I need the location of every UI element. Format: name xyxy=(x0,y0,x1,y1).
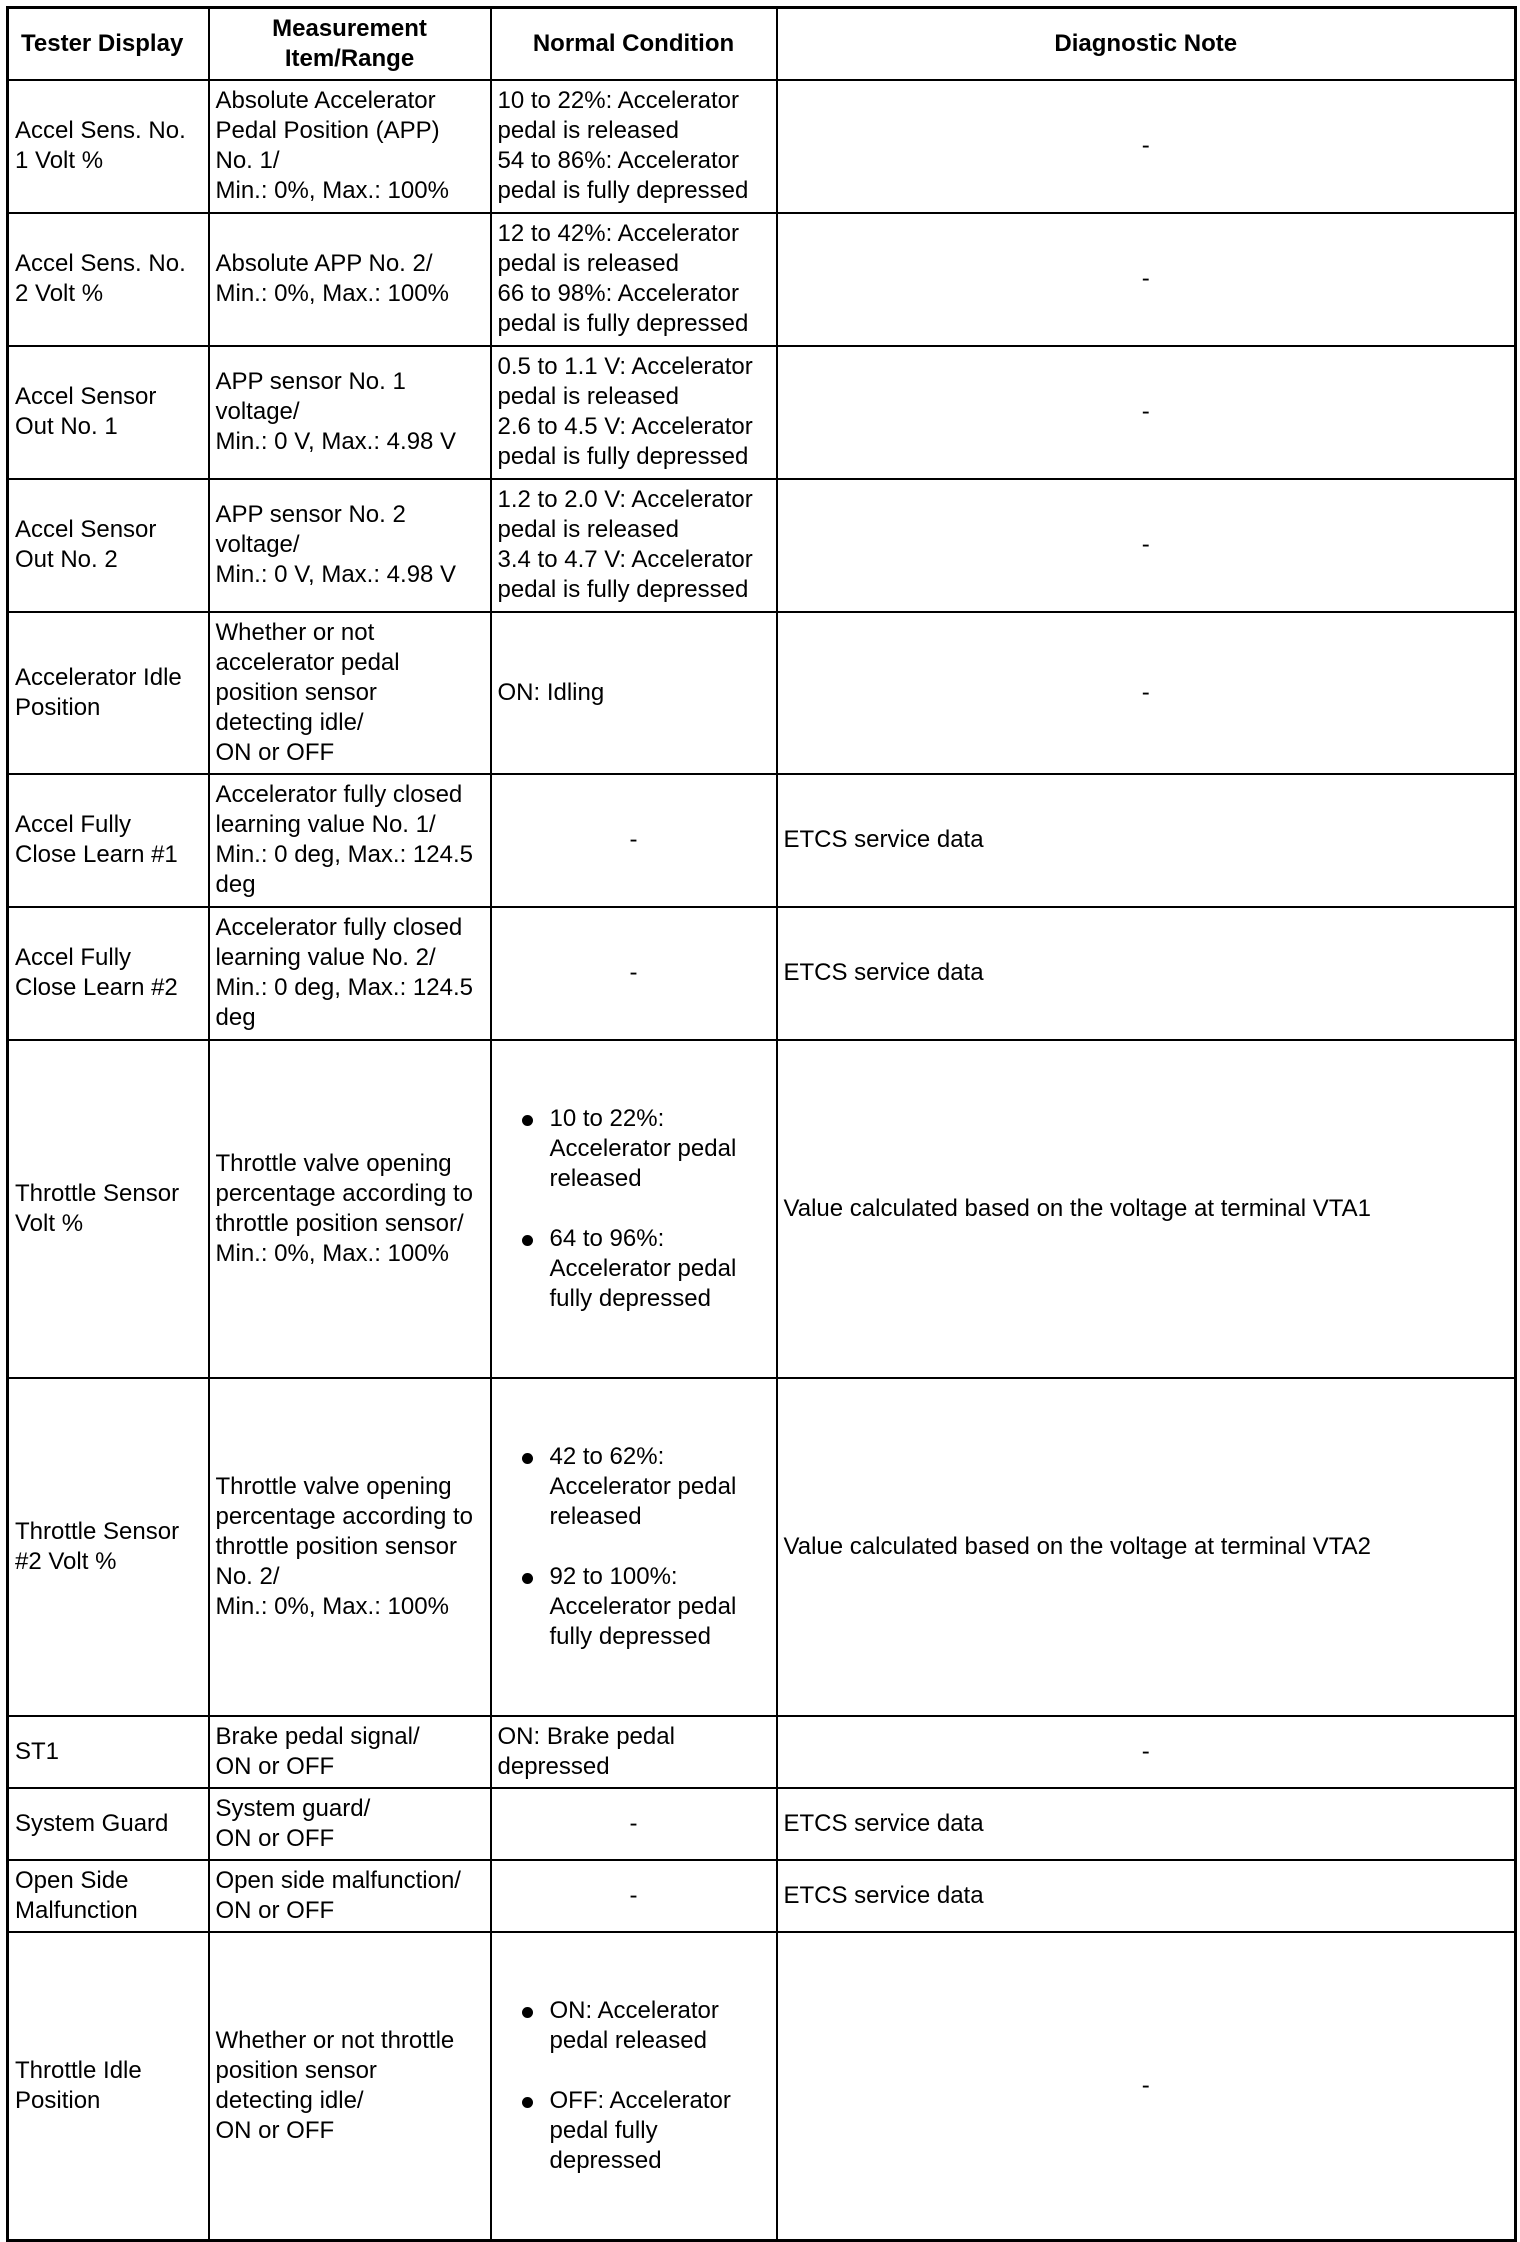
cell-measurement: Absolute Accelerator Pedal Position (APP) No. 1/ Min.: 0%, Max.: 100% xyxy=(209,80,491,213)
cell-normal-condition xyxy=(491,1040,777,1378)
table-row xyxy=(8,80,1516,213)
table-row xyxy=(8,1378,1516,1716)
bullet-item: OFF: Accelerator pedal fully depressed xyxy=(522,2086,770,2176)
cell-normal-condition: 12 to 42%: Accelerator pedal is released 66 to 98%: Accelerator pedal is fully depressed xyxy=(491,213,777,346)
cell-diagnostic-note: ETCS service data xyxy=(777,774,1516,907)
cell-diagnostic-note: - xyxy=(777,1932,1516,2241)
cell-normal-condition: ON: Idling xyxy=(491,612,777,774)
cell-measurement: Brake pedal signal/ ON or OFF xyxy=(209,1716,491,1788)
header-tester-display: Tester Display xyxy=(8,8,209,80)
cell-tester-display: Accel Fully Close Learn #1 xyxy=(8,774,209,907)
cell-normal-condition: - xyxy=(491,774,777,907)
cell-measurement: Whether or not throttle position sensor detecting idle/ ON or OFF xyxy=(209,1932,491,2241)
cell-measurement: Accelerator fully closed learning value No. 1/ Min.: 0 deg, Max.: 124.5 deg xyxy=(209,774,491,907)
header-measurement: Measurement Item/Range xyxy=(209,8,491,80)
cell-diagnostic-note: Value calculated based on the voltage at terminal VTA2 xyxy=(777,1378,1516,1716)
cell-diagnostic-note: ETCS service data xyxy=(777,907,1516,1040)
bullet-item: ON: Accelerator pedal released xyxy=(522,1996,770,2056)
data-list-table xyxy=(6,6,1517,2242)
cell-tester-display: Open Side Malfunction xyxy=(8,1860,209,1932)
cell-tester-display: Accel Sens. No. 2 Volt % xyxy=(8,213,209,346)
cell-tester-display: System Guard xyxy=(8,1788,209,1860)
cell-diagnostic-note: - xyxy=(777,213,1516,346)
cell-tester-display: Accel Sensor Out No. 2 xyxy=(8,479,209,612)
cell-tester-display: Accel Sens. No. 1 Volt % xyxy=(8,80,209,213)
table-row xyxy=(8,213,1516,346)
table-row xyxy=(8,1860,1516,1932)
header-normal-condition: Normal Condition xyxy=(491,8,777,80)
cell-diagnostic-note: - xyxy=(777,1716,1516,1788)
cell-measurement: APP sensor No. 1 voltage/ Min.: 0 V, Max.: 4.98 V xyxy=(209,346,491,479)
bullet-list xyxy=(498,1412,770,1682)
cell-tester-display: Throttle Sensor #2 Volt % xyxy=(8,1378,209,1716)
bullet-item: 10 to 22%: Accelerator pedal released xyxy=(522,1104,770,1194)
bullet-item: 92 to 100%: Accelerator pedal fully depressed xyxy=(522,1562,770,1652)
cell-normal-condition xyxy=(491,1932,777,2241)
cell-normal-condition: - xyxy=(491,1788,777,1860)
cell-tester-display: Throttle Idle Position xyxy=(8,1932,209,2241)
cell-normal-condition: - xyxy=(491,1860,777,1932)
cell-measurement: APP sensor No. 2 voltage/ Min.: 0 V, Max.: 4.98 V xyxy=(209,479,491,612)
bullet-list xyxy=(498,1966,770,2206)
cell-diagnostic-note: - xyxy=(777,479,1516,612)
cell-normal-condition: 1.2 to 2.0 V: Accelerator pedal is released 3.4 to 4.7 V: Accelerator pedal is fully depressed xyxy=(491,479,777,612)
cell-diagnostic-note: Value calculated based on the voltage at terminal VTA1 xyxy=(777,1040,1516,1378)
cell-measurement: Whether or not accelerator pedal position sensor detecting idle/ ON or OFF xyxy=(209,612,491,774)
data-list-table-container xyxy=(6,6,1517,2242)
cell-tester-display: Throttle Sensor Volt % xyxy=(8,1040,209,1378)
table-row xyxy=(8,1788,1516,1860)
cell-diagnostic-note: ETCS service data xyxy=(777,1860,1516,1932)
table-row xyxy=(8,1040,1516,1378)
bullet-item: 64 to 96%: Accelerator pedal fully depressed xyxy=(522,1224,770,1314)
cell-measurement: Throttle valve opening percentage according to throttle position sensor No. 2/ Min.: 0%, Max.: 100% xyxy=(209,1378,491,1716)
table-row xyxy=(8,346,1516,479)
cell-measurement: Open side malfunction/ ON or OFF xyxy=(209,1860,491,1932)
cell-normal-condition: 10 to 22%: Accelerator pedal is released 54 to 86%: Accelerator pedal is fully depressed xyxy=(491,80,777,213)
cell-normal-condition: 0.5 to 1.1 V: Accelerator pedal is released 2.6 to 4.5 V: Accelerator pedal is fully depressed xyxy=(491,346,777,479)
table-header-row xyxy=(8,8,1516,80)
table-row xyxy=(8,774,1516,907)
cell-normal-condition: ON: Brake pedal depressed xyxy=(491,1716,777,1788)
cell-tester-display: ST1 xyxy=(8,1716,209,1788)
bullet-list xyxy=(498,1074,770,1344)
cell-tester-display: Accel Sensor Out No. 1 xyxy=(8,346,209,479)
cell-normal-condition: - xyxy=(491,907,777,1040)
cell-tester-display: Accelerator Idle Position xyxy=(8,612,209,774)
table-row xyxy=(8,479,1516,612)
cell-measurement: Throttle valve opening percentage according to throttle position sensor/ Min.: 0%, Max.: 100% xyxy=(209,1040,491,1378)
table-row xyxy=(8,612,1516,774)
cell-diagnostic-note: - xyxy=(777,80,1516,213)
cell-tester-display: Accel Fully Close Learn #2 xyxy=(8,907,209,1040)
cell-diagnostic-note: ETCS service data xyxy=(777,1788,1516,1860)
cell-measurement: System guard/ ON or OFF xyxy=(209,1788,491,1860)
cell-normal-condition xyxy=(491,1378,777,1716)
bullet-item: 42 to 62%: Accelerator pedal released xyxy=(522,1442,770,1532)
cell-measurement: Accelerator fully closed learning value No. 2/ Min.: 0 deg, Max.: 124.5 deg xyxy=(209,907,491,1040)
cell-diagnostic-note: - xyxy=(777,612,1516,774)
cell-measurement: Absolute APP No. 2/ Min.: 0%, Max.: 100% xyxy=(209,213,491,346)
cell-diagnostic-note: - xyxy=(777,346,1516,479)
table-row xyxy=(8,1716,1516,1788)
header-diagnostic-note: Diagnostic Note xyxy=(777,8,1516,80)
table-row xyxy=(8,907,1516,1040)
table-row xyxy=(8,1932,1516,2241)
